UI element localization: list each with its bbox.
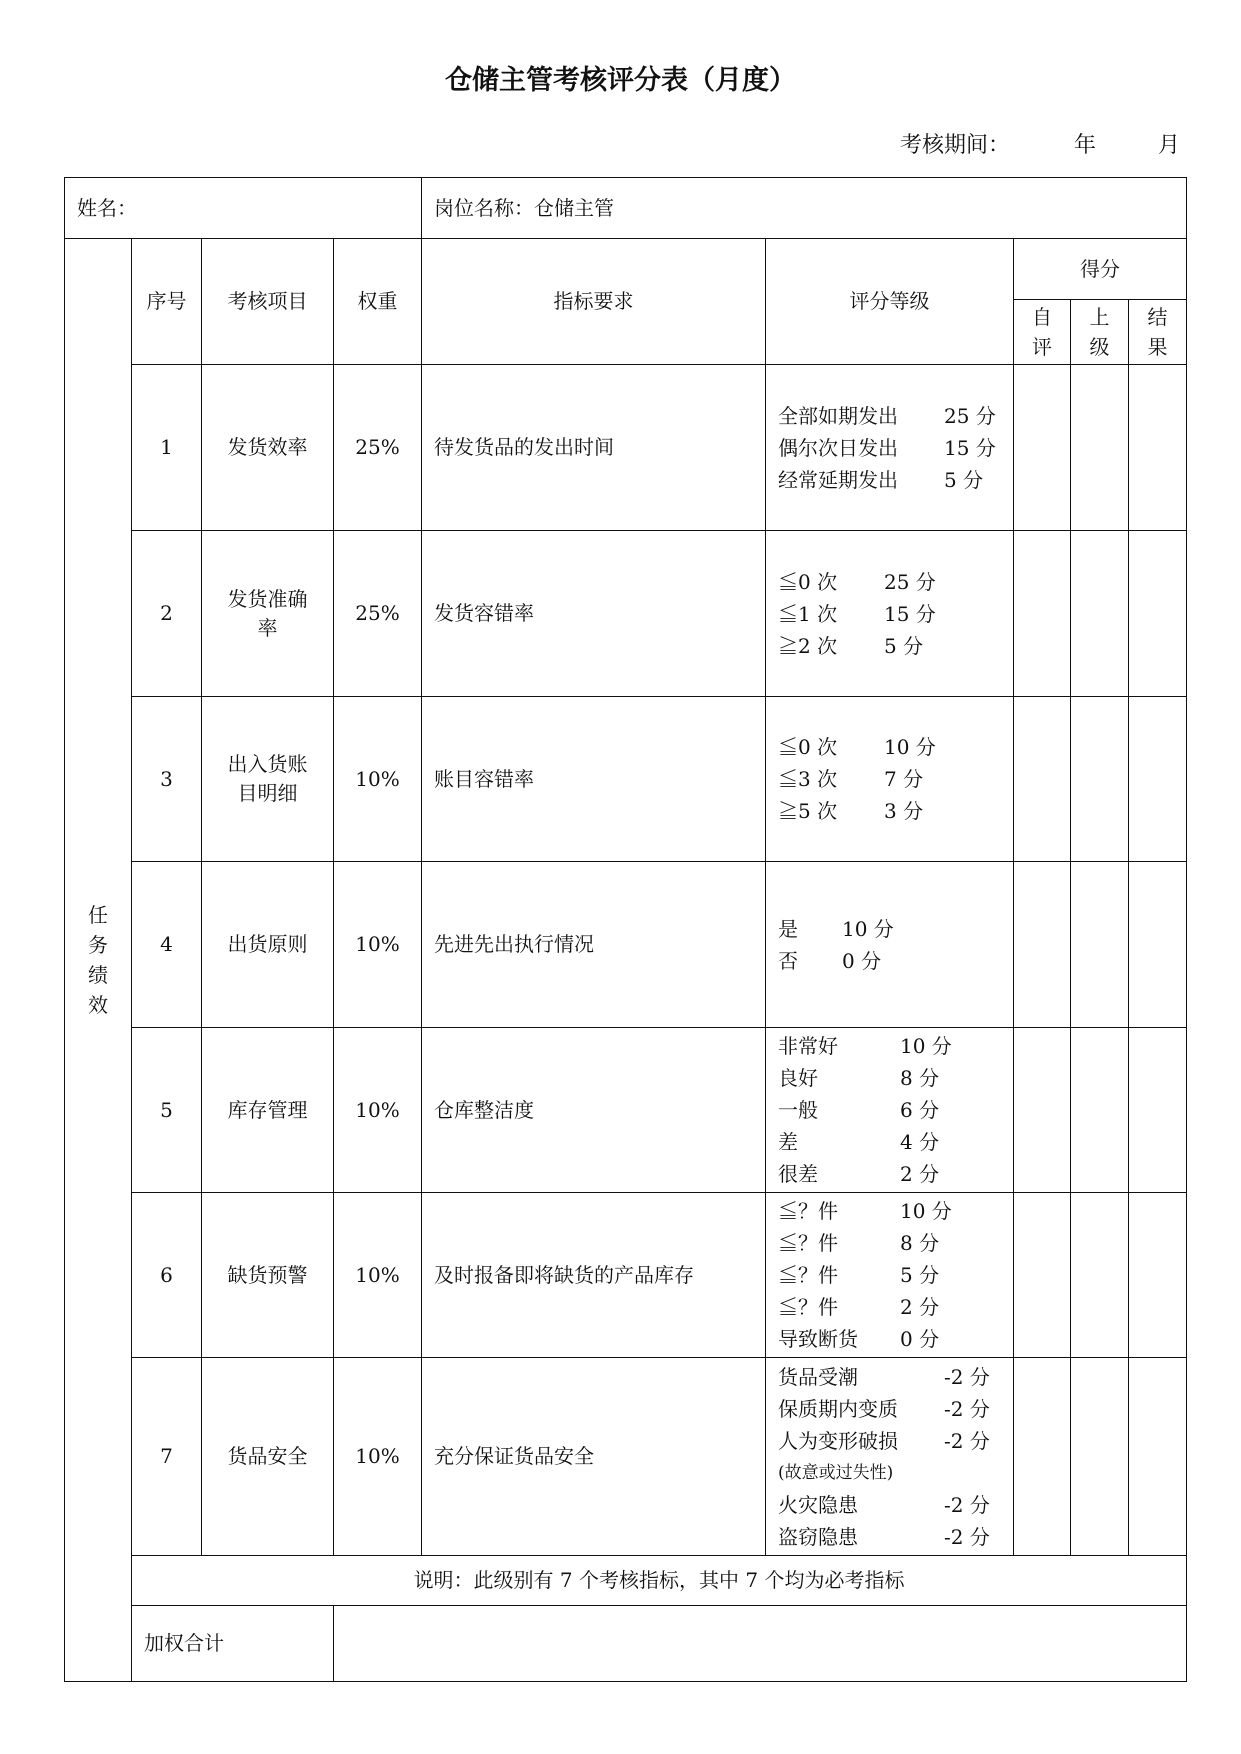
grade-line	[778, 1195, 1013, 1227]
grade-line	[778, 630, 1013, 662]
row-weight: 10%	[334, 697, 422, 862]
grade-condition: 全部如期发出	[778, 403, 898, 428]
grade-condition: ≦1 次	[778, 601, 838, 626]
row-requirement: 账目容错率	[422, 697, 766, 862]
grade-condition: ≦？件	[778, 1263, 838, 1287]
row-weight: 25%	[334, 365, 422, 531]
header-weight: 权重	[334, 239, 422, 365]
superior-score-input[interactable]	[1071, 1358, 1129, 1556]
grade-line	[778, 1425, 1013, 1457]
result-score-input[interactable]	[1129, 1358, 1187, 1556]
row-weight: 10%	[334, 1028, 422, 1193]
table-row	[65, 1193, 1187, 1358]
grade-condition: ≦？件	[778, 1295, 838, 1319]
row-grading	[766, 1358, 1014, 1556]
superior-score-input[interactable]	[1071, 531, 1129, 697]
superior-score-input[interactable]	[1071, 697, 1129, 862]
header-grading: 评分等级	[766, 239, 1014, 365]
grade-condition: 否	[778, 948, 798, 973]
grade-points: -2 分	[944, 1396, 990, 1421]
grade-condition: 导致断货	[778, 1327, 858, 1351]
position-field: 岗位名称：仓储主管	[422, 178, 1187, 239]
grade-condition: 火灾隐患	[778, 1492, 858, 1517]
header-result: 结果	[1129, 300, 1187, 365]
grade-points: 4 分	[900, 1130, 940, 1154]
grade-points: 5 分	[900, 1263, 940, 1287]
grade-points: 15 分	[884, 601, 936, 626]
row-item: 发货效率	[202, 365, 334, 531]
grade-condition: 人为变形破损	[778, 1428, 898, 1453]
grade-line	[778, 432, 1013, 464]
grade-condition: ≦3 次	[778, 767, 838, 791]
grade-points: 5 分	[944, 467, 984, 492]
grade-points: 5 分	[884, 633, 924, 658]
grade-condition: 盗窃隐患	[778, 1524, 858, 1549]
table-row	[65, 862, 1187, 1028]
grade-condition: 很差	[778, 1162, 818, 1186]
grade-line	[778, 1291, 1013, 1323]
grade-line	[778, 400, 1013, 432]
grade-line	[778, 1126, 1013, 1158]
header-item: 考核项目	[202, 239, 334, 365]
period-label: 考核期间：	[900, 133, 1011, 158]
self-score-input[interactable]	[1014, 365, 1071, 531]
grade-condition: 一般	[778, 1098, 818, 1122]
grade-line	[778, 913, 1013, 945]
row-weight: 10%	[334, 862, 422, 1028]
row-requirement: 及时报备即将缺货的产品库存	[422, 1193, 766, 1358]
section-cell	[65, 239, 132, 1682]
self-score-input[interactable]	[1014, 1028, 1071, 1193]
grade-points: 10 分	[884, 735, 936, 759]
table-row	[65, 365, 1187, 531]
grade-line	[778, 1062, 1013, 1094]
grade-points: 15 分	[944, 435, 996, 460]
row-no: 2	[132, 531, 202, 697]
row-item: 出货原则	[202, 862, 334, 1028]
result-score-input[interactable]	[1129, 862, 1187, 1028]
grade-points: 10 分	[900, 1199, 952, 1223]
grade-points: -2 分	[944, 1364, 990, 1389]
total-label: 加权合计	[132, 1606, 334, 1682]
grade-condition: (故意或过失性)	[778, 1462, 894, 1483]
grade-line	[778, 1323, 1013, 1355]
grade-condition: ≦？件	[778, 1231, 838, 1255]
superior-score-input[interactable]	[1071, 1193, 1129, 1358]
section-label: 任务绩效	[88, 903, 108, 1017]
result-score-input[interactable]	[1129, 531, 1187, 697]
row-grading	[766, 1193, 1014, 1358]
row-grading	[766, 531, 1014, 697]
result-score-input[interactable]	[1129, 1193, 1187, 1358]
grade-line	[778, 1489, 1013, 1521]
grade-condition: 货品受潮	[778, 1364, 858, 1389]
grade-points: 2 分	[900, 1162, 940, 1186]
grade-points: 25 分	[944, 403, 996, 428]
row-no: 1	[132, 365, 202, 531]
grade-points: -2 分	[944, 1524, 990, 1549]
grade-condition: ≦0 次	[778, 569, 838, 594]
grade-condition: 经常延期发出	[778, 467, 898, 492]
grade-line	[778, 464, 1013, 496]
row-no: 7	[132, 1358, 202, 1556]
grade-condition: 良好	[778, 1066, 818, 1090]
self-score-input[interactable]	[1014, 1358, 1071, 1556]
grade-condition: 非常好	[778, 1034, 838, 1058]
period-month: 月	[1158, 133, 1181, 158]
self-score-input[interactable]	[1014, 697, 1071, 862]
row-requirement: 充分保证货品安全	[422, 1358, 766, 1556]
grade-condition: 保质期内变质	[778, 1396, 898, 1421]
row-grading	[766, 697, 1014, 862]
grade-line	[778, 1227, 1013, 1259]
superior-score-input[interactable]	[1071, 1028, 1129, 1193]
row-grading	[766, 365, 1014, 531]
result-score-input[interactable]	[1129, 1028, 1187, 1193]
row-no: 5	[132, 1028, 202, 1193]
grade-points: 10 分	[842, 916, 894, 941]
self-score-input[interactable]	[1014, 862, 1071, 1028]
grade-points: 3 分	[884, 799, 924, 823]
grade-line	[778, 731, 1013, 763]
superior-score-input[interactable]	[1071, 365, 1129, 531]
header-no: 序号	[132, 239, 202, 365]
grade-points: -2 分	[944, 1428, 990, 1453]
header-self: 自评	[1014, 300, 1071, 365]
grade-line	[778, 1457, 1013, 1489]
row-grading	[766, 1028, 1014, 1193]
grade-points: 0 分	[842, 948, 882, 973]
grade-points: 8 分	[900, 1231, 940, 1255]
grade-points: 8 分	[900, 1066, 940, 1090]
row-weight: 10%	[334, 1193, 422, 1358]
note: 说明：此级别有 7 个考核指标，其中 7 个均为必考指标	[132, 1556, 1187, 1606]
name-field[interactable]: 姓名：	[65, 178, 422, 239]
grade-condition: 差	[778, 1130, 798, 1154]
row-requirement: 发货容错率	[422, 531, 766, 697]
row-no: 6	[132, 1193, 202, 1358]
result-score-input[interactable]	[1129, 697, 1187, 862]
table-row	[65, 1028, 1187, 1193]
grade-line	[778, 1259, 1013, 1291]
header-score: 得分	[1014, 239, 1187, 300]
table-row	[65, 697, 1187, 862]
header-requirement: 指标要求	[422, 239, 766, 365]
row-no: 4	[132, 862, 202, 1028]
table-row	[65, 1358, 1187, 1556]
row-weight: 10%	[334, 1358, 422, 1556]
row-weight: 25%	[334, 531, 422, 697]
row-requirement: 先进先出执行情况	[422, 862, 766, 1028]
grade-line	[778, 763, 1013, 795]
row-no: 3	[132, 697, 202, 862]
grade-line	[778, 1158, 1013, 1190]
grade-points: 10 分	[900, 1034, 952, 1058]
self-score-input[interactable]	[1014, 531, 1071, 697]
grade-line	[778, 1030, 1013, 1062]
grade-line	[778, 598, 1013, 630]
grade-line	[778, 1521, 1013, 1553]
row-grading	[766, 862, 1014, 1028]
superior-score-input[interactable]	[1071, 862, 1129, 1028]
grade-condition: ≧2 次	[778, 633, 838, 658]
grade-condition: ≦？件	[778, 1199, 838, 1223]
row-item: 出入货账目明细	[202, 697, 334, 862]
grade-points: 0 分	[900, 1327, 940, 1351]
grade-points: -2 分	[944, 1492, 990, 1517]
grade-condition: ≧5 次	[778, 799, 838, 823]
grade-line	[778, 566, 1013, 598]
grade-line	[778, 795, 1013, 827]
period-year: 年	[1074, 133, 1097, 158]
grade-condition: 偶尔次日发出	[778, 435, 898, 460]
grade-line	[778, 945, 1013, 977]
row-requirement: 仓库整洁度	[422, 1028, 766, 1193]
assessment-period	[900, 128, 1180, 159]
grade-condition: ≦0 次	[778, 735, 838, 759]
grade-line	[778, 1393, 1013, 1425]
grade-points: 25 分	[884, 569, 936, 594]
grade-points: 6 分	[900, 1098, 940, 1122]
grade-line	[778, 1094, 1013, 1126]
self-score-input[interactable]	[1014, 1193, 1071, 1358]
total-input[interactable]	[334, 1606, 1187, 1682]
row-item: 缺货预警	[202, 1193, 334, 1358]
row-item: 库存管理	[202, 1028, 334, 1193]
grade-points: 7 分	[884, 767, 924, 791]
row-item: 发货准确率	[202, 531, 334, 697]
header-superior: 上级	[1071, 300, 1129, 365]
grade-line	[778, 1361, 1013, 1393]
row-requirement: 待发货品的发出时间	[422, 365, 766, 531]
table-row	[65, 531, 1187, 697]
result-score-input[interactable]	[1129, 365, 1187, 531]
grade-points: 2 分	[900, 1295, 940, 1319]
assessment-table	[64, 177, 1187, 1682]
page-title: 仓储主管考核评分表（月度）	[445, 65, 796, 96]
grade-condition: 是	[778, 916, 798, 941]
row-item: 货品安全	[202, 1358, 334, 1556]
